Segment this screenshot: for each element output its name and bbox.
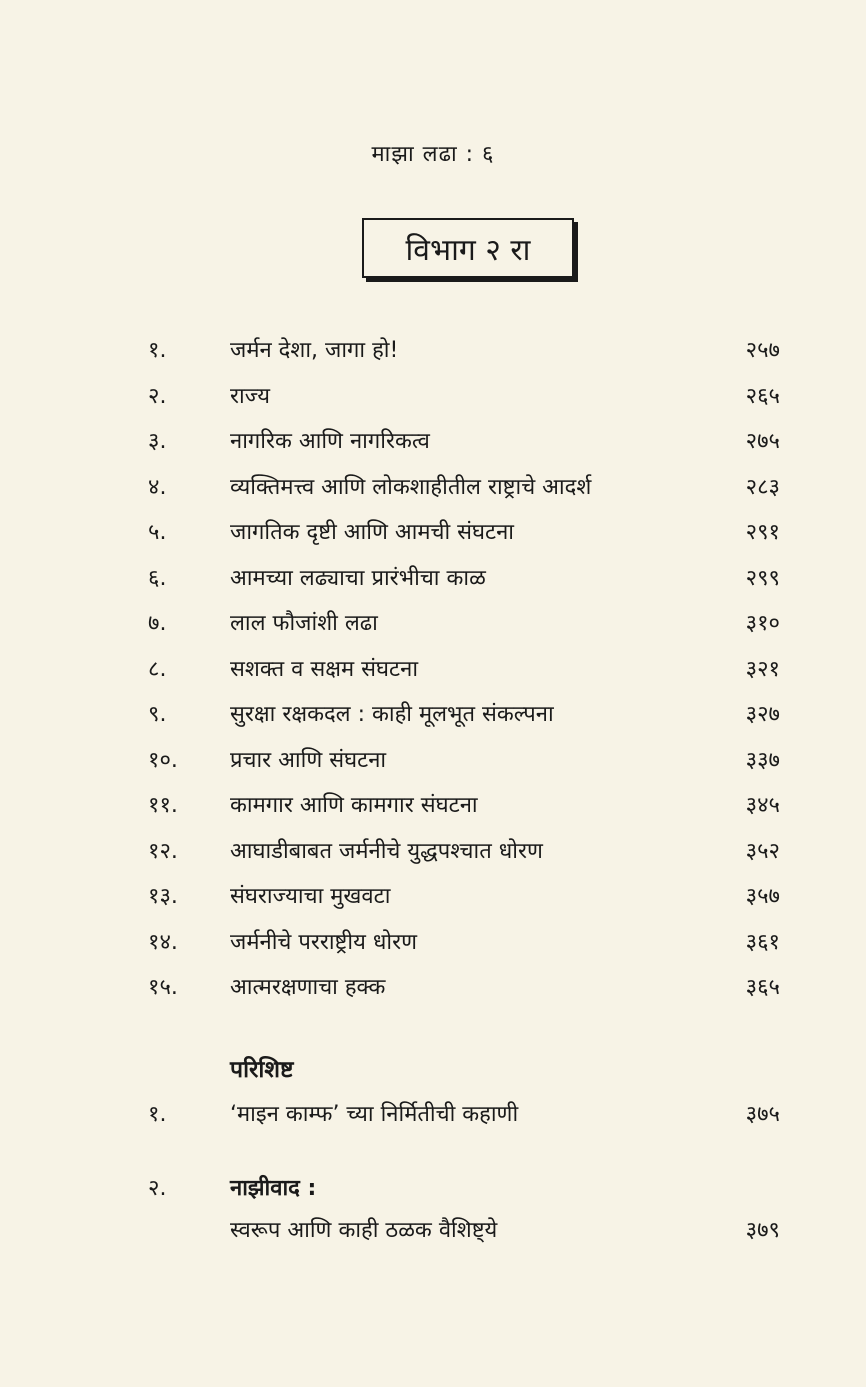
section-title: विभाग २ रा bbox=[405, 232, 531, 268]
toc-page: ३१० bbox=[745, 611, 780, 636]
toc-title: राज्य bbox=[230, 383, 271, 409]
toc-title: सुरक्षा रक्षकदल : काही मूलभूत संकल्पना bbox=[230, 702, 554, 727]
appendix-item-page: ३७५ bbox=[745, 1102, 780, 1127]
toc-page: २८३ bbox=[745, 474, 780, 500]
toc-row bbox=[0, 471, 866, 511]
appendix-item-title: ‘माइन काम्फ’ च्या निर्मितीची कहाणी bbox=[230, 1102, 519, 1127]
toc-title: जागतिक दृष्टी आणि आमची संघटना bbox=[230, 520, 515, 545]
appendix-item bbox=[0, 1172, 866, 1212]
toc-page: २५७ bbox=[745, 338, 780, 363]
toc-row bbox=[0, 425, 866, 465]
toc-number: १५. bbox=[148, 975, 178, 1000]
toc-title: प्रचार आणि संघटना bbox=[230, 747, 387, 773]
appendix-item-title: स्वरूप आणि काही ठळक वैशिष्ट्ये bbox=[230, 1218, 498, 1243]
appendix-item bbox=[0, 1098, 866, 1138]
toc-row bbox=[0, 971, 866, 1011]
toc-number: १२. bbox=[148, 838, 178, 864]
toc-row bbox=[0, 880, 866, 920]
appendix-item-sub bbox=[0, 1214, 866, 1254]
toc-number: १. bbox=[148, 338, 167, 363]
toc-number: १३. bbox=[148, 884, 178, 909]
toc-title: सशक्त व सक्षम संघटना bbox=[230, 656, 419, 682]
toc-page: २७५ bbox=[745, 429, 780, 454]
toc-number: ११. bbox=[148, 793, 178, 818]
toc-number: ४. bbox=[148, 474, 167, 500]
toc-page: ३५२ bbox=[745, 838, 780, 864]
toc-number: ९. bbox=[148, 702, 167, 727]
toc-title: कामगार आणि कामगार संघटना bbox=[230, 793, 478, 818]
toc-row bbox=[0, 516, 866, 556]
toc-title: व्यक्तिमत्त्व आणि लोकशाहीतील राष्ट्राचे आदर्श bbox=[230, 474, 592, 500]
toc-title: आमच्या लढ्याचा प्रारंभीचा काळ bbox=[230, 565, 486, 591]
toc-row bbox=[0, 744, 866, 784]
toc-number: ६. bbox=[148, 565, 167, 591]
toc-title: आघाडीबाबत जर्मनीचे युद्धपश्चात धोरण bbox=[230, 838, 543, 864]
running-head: माझा लढा : ६ bbox=[371, 142, 495, 167]
appendix-item-number: १. bbox=[148, 1102, 167, 1127]
toc-title: नागरिक आणि नागरिकत्व bbox=[230, 429, 430, 454]
toc-title: संघराज्याचा मुखवटा bbox=[230, 884, 391, 909]
toc-page: ३२७ bbox=[745, 702, 780, 727]
toc-page: ३३७ bbox=[745, 747, 780, 773]
section-title-box bbox=[362, 218, 574, 278]
toc-page: ३६१ bbox=[745, 929, 780, 955]
appendix-item-number: २. bbox=[148, 1176, 167, 1201]
toc-row bbox=[0, 698, 866, 738]
toc-page: ३२१ bbox=[745, 656, 780, 682]
toc-number: ८. bbox=[148, 656, 167, 682]
toc-page: ३५७ bbox=[745, 884, 780, 909]
toc-number: १०. bbox=[148, 747, 178, 773]
toc-row bbox=[0, 789, 866, 829]
toc-row bbox=[0, 380, 866, 420]
toc-row bbox=[0, 562, 866, 602]
appendix-item-page: ३७९ bbox=[745, 1218, 780, 1243]
toc-title: लाल फौजांशी लढा bbox=[230, 611, 378, 636]
toc-row bbox=[0, 835, 866, 875]
toc-number: ३. bbox=[148, 429, 167, 454]
toc-row bbox=[0, 653, 866, 693]
appendix-item-heading: नाझीवाद : bbox=[230, 1176, 317, 1201]
toc-page: ३४५ bbox=[745, 793, 780, 818]
toc-page: २९९ bbox=[745, 565, 780, 591]
appendix-heading: परिशिष्ट bbox=[230, 1057, 294, 1083]
toc-row bbox=[0, 334, 866, 374]
toc-title: जर्मनीचे परराष्ट्रीय धोरण bbox=[230, 929, 417, 955]
toc-title: आत्मरक्षणाचा हक्क bbox=[230, 975, 386, 1000]
toc-number: ५. bbox=[148, 520, 167, 545]
toc-row bbox=[0, 926, 866, 966]
toc-page: २६५ bbox=[745, 383, 780, 409]
toc-number: ७. bbox=[148, 611, 167, 636]
toc-row bbox=[0, 607, 866, 647]
toc-number: १४. bbox=[148, 929, 178, 955]
toc-page: ३६५ bbox=[745, 975, 780, 1000]
toc-title: जर्मन देशा, जागा हो! bbox=[230, 338, 399, 363]
toc-number: २. bbox=[148, 383, 167, 409]
toc-page: २९१ bbox=[745, 520, 780, 545]
